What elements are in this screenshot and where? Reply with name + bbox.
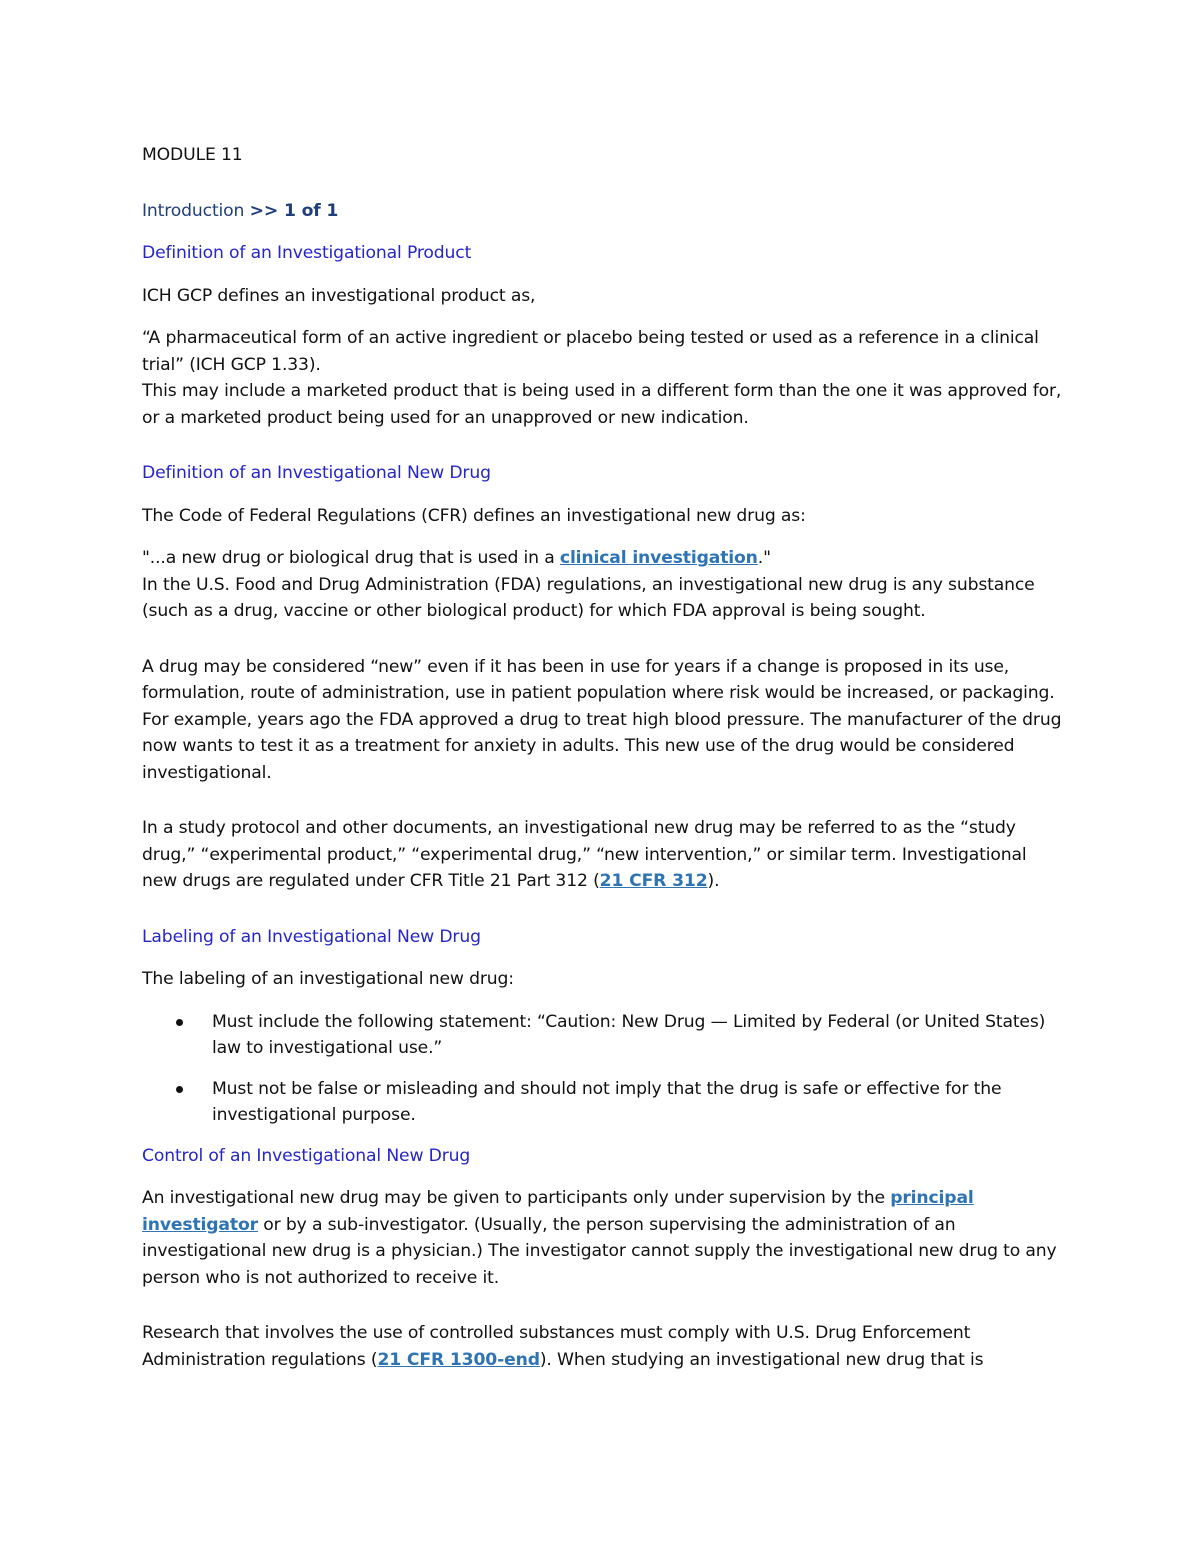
- paragraph-controlled-substances: [142, 1320, 1062, 1373]
- heading-investigational-product: Definition of an Investigational Product: [142, 243, 472, 263]
- paragraph-cfr-intro: The Code of Federal Regulations (CFR) defines an investigational new drug as:: [142, 505, 806, 526]
- paragraph-control-supervision: [142, 1185, 1062, 1291]
- cfr-312-link[interactable]: 21 CFR 312: [599, 871, 708, 891]
- paragraph-labeling-intro: The labeling of an investigational new drug:: [142, 969, 514, 989]
- heading-control: Control of an Investigational New Drug: [142, 1145, 471, 1166]
- heading-investigational-new-drug: Definition of an Investigational New Drug: [142, 463, 491, 483]
- paragraph-ich-gcp-intro: ICH GCP defines an investigational product as,: [142, 285, 536, 306]
- module-title: MODULE 11: [142, 145, 243, 165]
- controlled-substances-text: Research that involves the use of controlled substances must comply with U.S. Drug Enforcement Administration regulations (: [142, 1323, 971, 1370]
- labeling-bullet-list: [142, 1009, 1062, 1129]
- cfr-quote-start: "...a new drug or biological drug that is used in a: [142, 548, 560, 568]
- paragraph-study-protocol: [142, 815, 1062, 895]
- paragraph-ich-gcp-definition: [142, 325, 1062, 431]
- intro-breadcrumb: [142, 198, 1062, 225]
- fda-regulations-text: In the U.S. Food and Drug Administration (FDA) regulations, an investigational new drug is any substance (such as a drug, vaccine or other biological product) for which FDA approval is being sought.: [142, 574, 1035, 621]
- heading-labeling: Labeling of an Investigational New Drug: [142, 926, 481, 947]
- controlled-substances-end: ). When studying an investigational new drug that is: [539, 1349, 984, 1370]
- intro-label: Introduction: [142, 200, 250, 221]
- list-item: [212, 1009, 1062, 1062]
- list-item: [212, 1076, 1062, 1129]
- control-text-end: or by a sub-investigator. (Usually, the person supervising the administration of an investigational new drug is a physician.) The investigator cannot supply the investigational new drug to any person who is not authorized to receive it.: [142, 1214, 1057, 1288]
- intro-page-nav[interactable]: >> 1 of 1: [249, 200, 339, 221]
- ich-gcp-quote: “A pharmaceutical form of an active ingredient or placebo being tested or used as a reference in a clinical trial” (ICH GCP 1.33).: [142, 328, 1039, 375]
- principal-investigator-link[interactable]: principal investigator: [142, 1188, 974, 1235]
- study-protocol-text: In a study protocol and other documents, an investigational new drug may be referred to as the “study drug,” “experimental product,” “experimental drug,” “new intervention,” or similar term. Investigational new drugs are regulated under CFR Title 21 Part 312 (: [142, 818, 1027, 891]
- bullet-text: Must include the following statement: “Caution: New Drug — Limited by Federal (or United States) law to investigational use.”: [212, 1011, 1046, 1058]
- bullet-text: Must not be false or misleading and should not imply that the drug is safe or effective for the investigational purpose.: [212, 1078, 1002, 1125]
- bullet-icon: [176, 1086, 183, 1093]
- cfr-quote-end: .": [757, 548, 771, 568]
- paragraph-cfr-definition: [142, 545, 1062, 625]
- clinical-investigation-link[interactable]: clinical investigation: [559, 548, 758, 568]
- bullet-icon: [176, 1019, 183, 1026]
- cfr-1300-link[interactable]: 21 CFR 1300-end: [377, 1349, 540, 1370]
- document-page: [142, 142, 1062, 1389]
- paragraph-new-drug-explanation: A drug may be considered “new” even if it has been in use for years if a change is proposed in its use, formulation, route of administration, use in patient population where risk would be increased, or packaging. For example, years ago the FDA approved a drug to treat high blood pressure. The manufacturer of the drug now wants to test it as a treatment for anxiety in adults. This new use of the drug would be considered investigational.: [142, 656, 1062, 783]
- study-protocol-end: ).: [707, 871, 720, 891]
- marketed-product-note: This may include a marketed product that is being used in a different form than the one it was approved for, or a marketed product being used for an unapproved or new indication.: [142, 381, 1062, 428]
- control-text-start: An investigational new drug may be given to participants only under supervision by the: [142, 1188, 891, 1208]
